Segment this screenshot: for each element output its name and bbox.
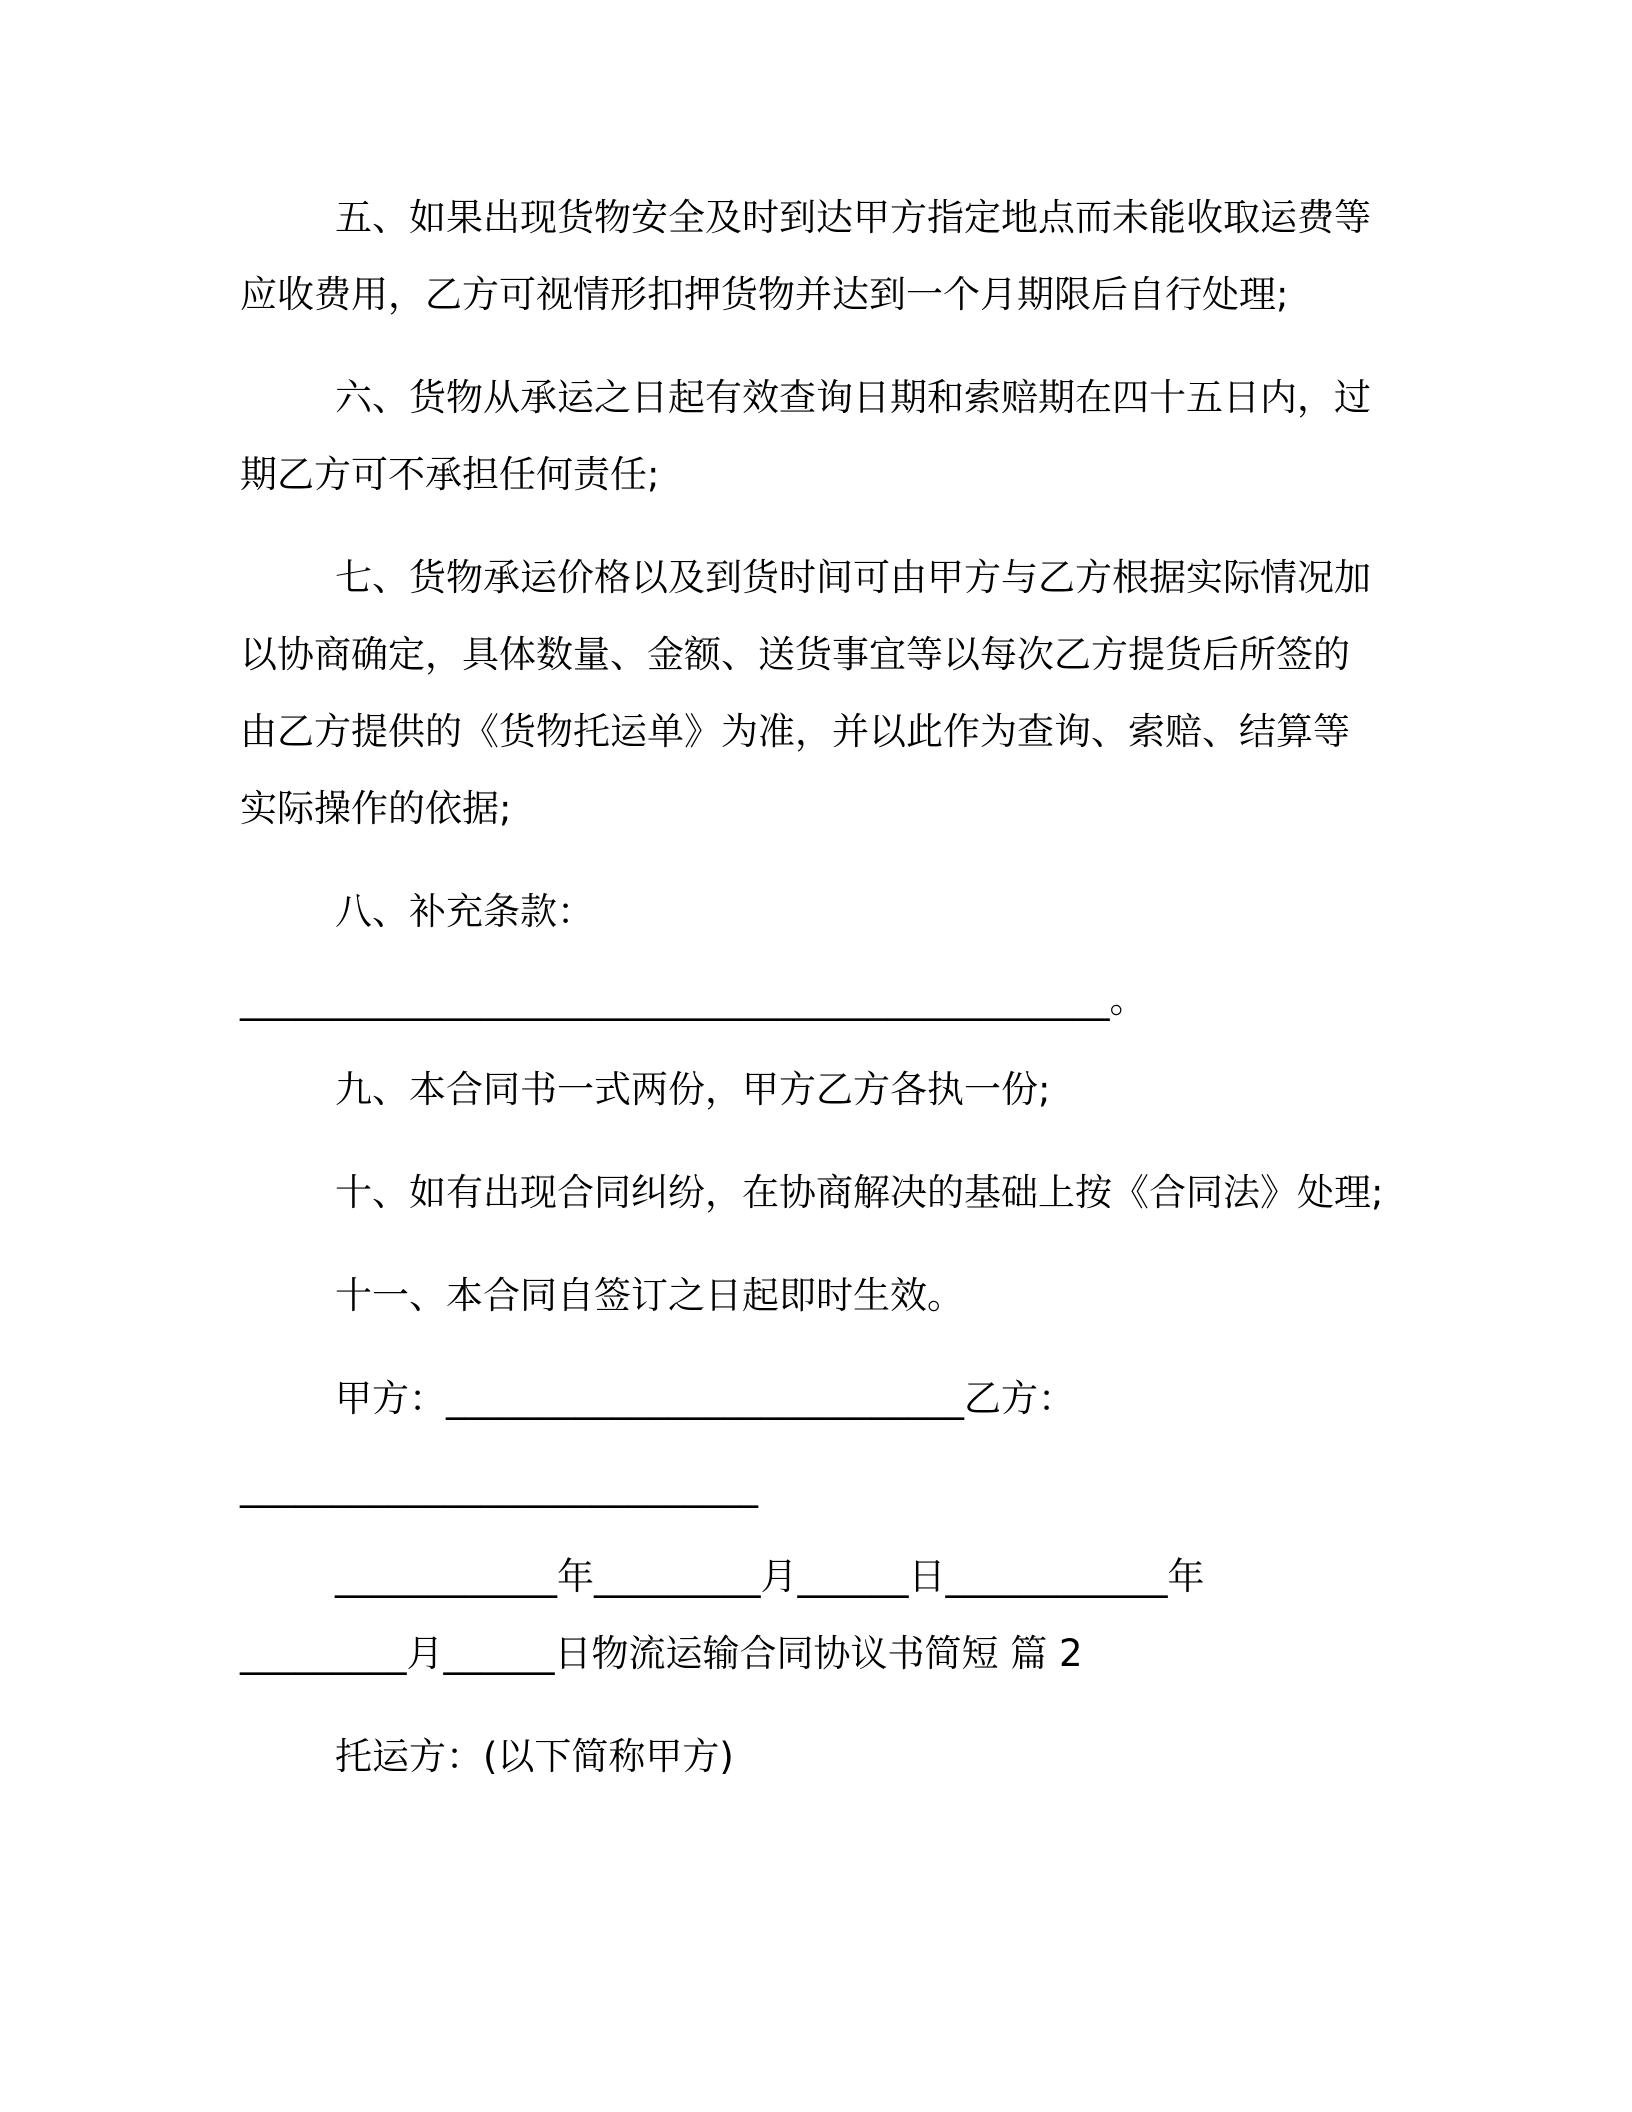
clause-8-heading: 八、补充条款： xyxy=(335,890,594,933)
clause-6-line-2: 期乙方可不承担任何责任; xyxy=(240,453,660,496)
clause-9: 九、本合同书一式两份，甲方乙方各执一份; xyxy=(335,1068,1051,1111)
clause-6-line-1: 六、货物从承运之日起有效查询日期和索赔期在四十五日内，过 xyxy=(335,376,1371,419)
clause-7-line-3: 由乙方提供的《货物托运单》为准，并以此作为查询、索赔、结算等 xyxy=(240,710,1350,753)
signature-party-b-blank: ____________________________ xyxy=(240,1465,758,1508)
signature-date-line-2: _________月______日物流运输合同协议书简短 篇 2 xyxy=(240,1632,1083,1675)
signature-party-line: 甲方：____________________________乙方： xyxy=(335,1377,1075,1420)
clause-8-blank-line: _______________________________________________。 xyxy=(240,978,1147,1021)
clause-7-line-1: 七、货物承运价格以及到货时间可由甲方与乙方根据实际情况加 xyxy=(335,556,1371,599)
clause-7-line-2: 以协商确定，具体数量、金额、送货事宜等以每次乙方提货后所签的 xyxy=(240,633,1350,676)
clause-5-line-2: 应收费用，乙方可视情形扣押货物并达到一个月期限后自行处理; xyxy=(240,273,1289,316)
clause-7-line-4: 实际操作的依据; xyxy=(240,787,512,830)
clause-10: 十、如有出现合同纠纷，在协商解决的基础上按《合同法》处理; xyxy=(335,1171,1384,1214)
signature-date-line-1: ____________年_________月______日____________年 xyxy=(335,1555,1205,1598)
clause-5-line-1: 五、如果出现货物安全及时到达甲方指定地点而未能收取运费等 xyxy=(335,196,1371,239)
shipper-heading: 托运方：(以下简称甲方) xyxy=(335,1735,734,1778)
clause-11: 十一、本合同自签订之日起即时生效。 xyxy=(335,1274,964,1317)
